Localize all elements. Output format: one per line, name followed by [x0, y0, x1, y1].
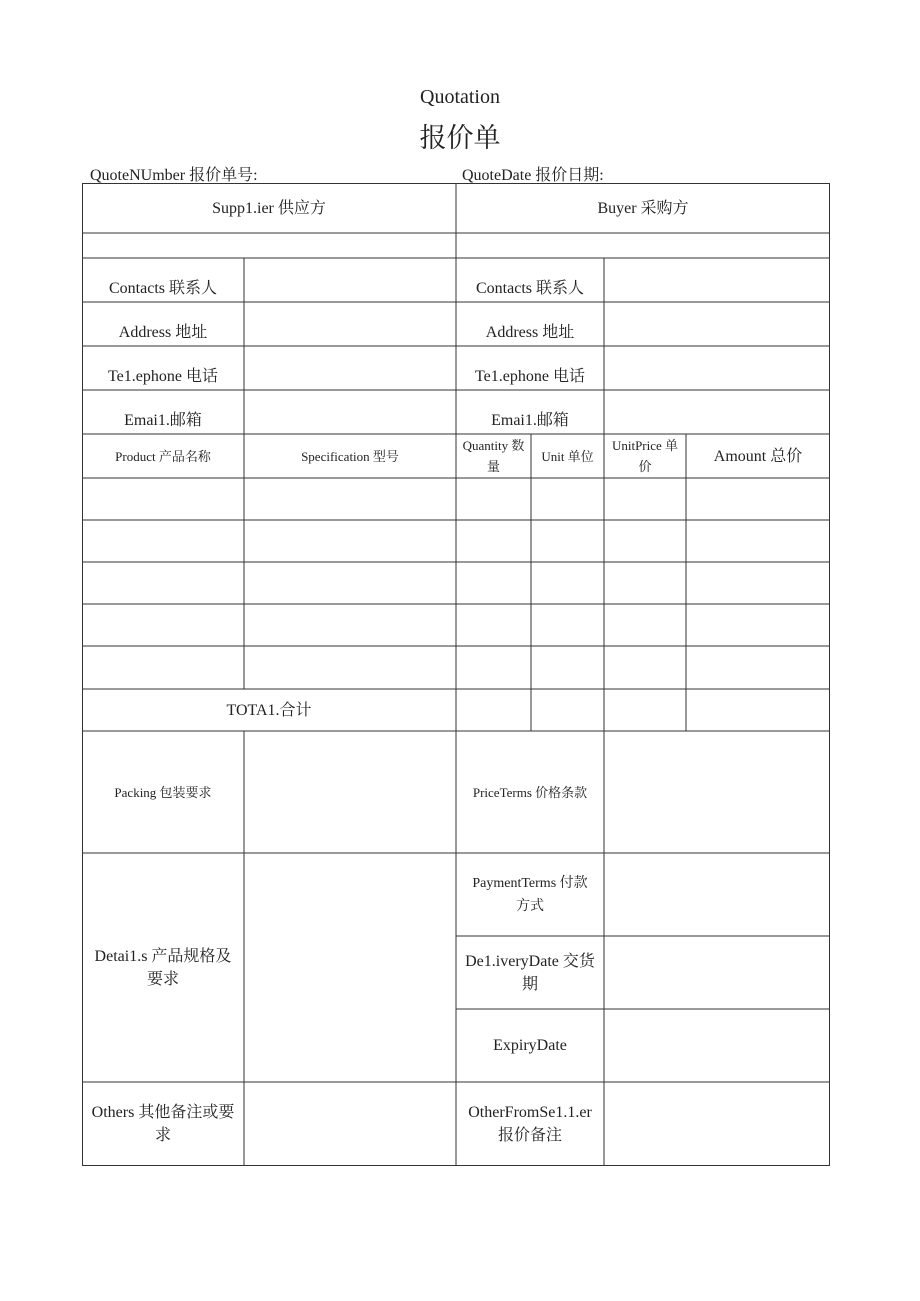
- packing-label: Packing 包装要求: [114, 784, 212, 800]
- column-header-unit: Unit 单位: [541, 448, 594, 464]
- packing-value[interactable]: [244, 731, 456, 853]
- details-value[interactable]: [244, 853, 456, 1082]
- column-header-amount: Amount 总价: [713, 447, 803, 465]
- other-from-seller-value[interactable]: [604, 1082, 830, 1166]
- supplier-address-value[interactable]: [244, 302, 456, 346]
- title-english: Quotation: [420, 86, 500, 108]
- others-value[interactable]: [244, 1082, 456, 1166]
- supplier-address-label: Address 地址: [118, 324, 208, 341]
- buyer-contacts-label: Contacts 联系人: [476, 280, 584, 297]
- supplier-heading: Supp1.ier 供应方: [212, 199, 326, 217]
- supplier-email-label: Emai1.邮箱: [124, 412, 202, 429]
- column-header-product: Product 产品名称: [115, 448, 211, 464]
- buyer-address-value[interactable]: [604, 302, 830, 346]
- buyer-heading: Buyer 采购方: [597, 199, 689, 217]
- supplier-telephone-value[interactable]: [244, 346, 456, 390]
- expiry-date-value[interactable]: [604, 1009, 830, 1082]
- title-chinese: 报价单: [419, 123, 501, 153]
- buyer-email-value[interactable]: [604, 390, 830, 434]
- buyer-contacts-value[interactable]: [604, 258, 830, 302]
- buyer-email-label: Emai1.邮箱: [491, 412, 569, 429]
- buyer-address-label: Address 地址: [485, 324, 575, 341]
- other-from-seller-label: OtherFromSe1.1.er 报价备注: [468, 1104, 592, 1144]
- payment-terms-label: PaymentTerms 付款方式: [472, 875, 588, 914]
- total-label: TOTA1.合计: [226, 701, 312, 719]
- buyer-telephone-label: Te1.ephone 电话: [475, 368, 585, 385]
- supplier-contacts-value[interactable]: [244, 258, 456, 302]
- supplier-contacts-label: Contacts 联系人: [109, 280, 217, 297]
- quote-number-label: QuoteNUmber 报价单号:: [90, 167, 258, 184]
- supplier-email-value[interactable]: [244, 390, 456, 434]
- price-terms-value[interactable]: [604, 731, 830, 853]
- column-header-specification: Specification 型号: [301, 448, 399, 464]
- details-label: Detai1.s 产品规格及要求: [94, 947, 232, 988]
- column-header-quantity: Quantity 数量: [462, 438, 525, 474]
- supplier-telephone-label: Te1.ephone 电话: [108, 368, 218, 385]
- column-header-unit-price: UnitPrice 单价: [611, 438, 679, 474]
- payment-terms-value[interactable]: [604, 853, 830, 936]
- price-terms-label: PriceTerms 价格条款: [472, 784, 588, 800]
- others-label: Others 其他备注或要求: [91, 1104, 235, 1144]
- buyer-telephone-value[interactable]: [604, 346, 830, 390]
- expiry-date-label: ExpiryDate: [493, 1037, 567, 1054]
- supplier-name-cell[interactable]: [82, 233, 456, 258]
- buyer-name-cell[interactable]: [456, 233, 830, 258]
- delivery-date-label: De1.iveryDate 交货期: [465, 952, 595, 993]
- delivery-date-value[interactable]: [604, 936, 830, 1009]
- quote-date-label: QuoteDate 报价日期:: [462, 167, 604, 184]
